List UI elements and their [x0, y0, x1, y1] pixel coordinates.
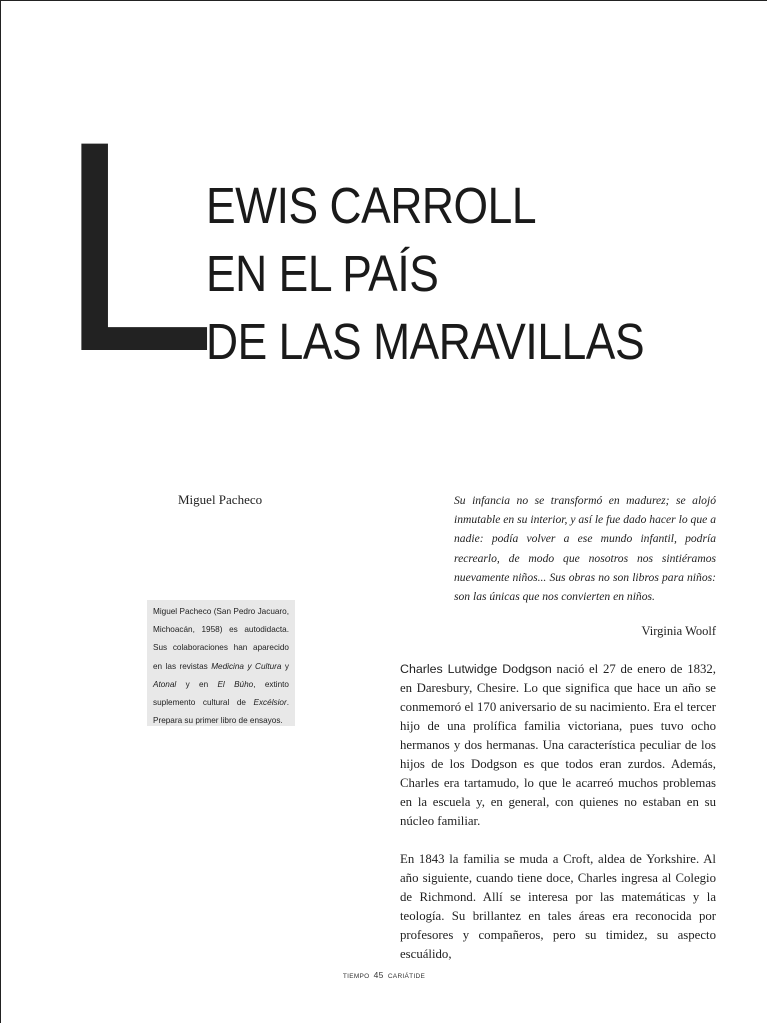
title-line: EWIS CARROLL — [206, 177, 537, 234]
page-number: 45 — [373, 970, 384, 980]
paragraph-text: nació el 27 de enero de 1832, en Daresbury, Chesire. Lo que significa que hace un año se conmemoró el 170 aniversario de su nacimiento. Era el tercer hijo de una prolífica familia victoriana, pues tuvo ocho hermanos y dos hermanas. Una característica peculiar de los hijos de los Dodgson es que todos eran zurdos. Además, Charles era tartamudo, lo que le acarreó muchos problemas en la escuela y, en general, con quienes no estaban en su núcleo familiar. — [400, 662, 716, 828]
article-title — [206, 172, 644, 376]
author-bio-box — [147, 600, 295, 726]
bio-text: . Prepara su primer libro de ensayos. — [153, 698, 289, 726]
bio-magazine: Excélsior — [253, 698, 287, 708]
title-line: EN EL PAÍS — [206, 245, 439, 302]
bio-magazine: El Búho — [217, 679, 254, 689]
article-body — [400, 660, 716, 983]
footer-magazine-section: TIEMPO — [342, 973, 370, 980]
body-paragraph — [400, 660, 716, 831]
author-name: Miguel Pacheco — [178, 492, 263, 507]
epigraph-author: Virginia Woolf — [641, 624, 716, 638]
page-footer — [0, 970, 768, 980]
bio-text: y en — [176, 679, 218, 689]
bio-magazine: Medicina y Cultura — [211, 661, 282, 671]
bio-magazine: Atonal — [153, 679, 177, 689]
lead-name: Charles Lutwidge Dodgson — [400, 662, 552, 676]
body-paragraph: En 1843 la familia se muda a Croft, aldea de Yorkshire. Al año siguiente, cuando tiene doce, Charles ingresa al Colegio de Richmond. Allí se interesa por las matemáticas y la teología. Su brillantez en tales áreas era reconocida por profesores y compañeros, pero su timidez, su aspecto escuálido, — [400, 852, 716, 961]
footer-magazine-name: CARIÁTIDE — [387, 973, 426, 980]
bio-text: Miguel Pacheco (San Pedro Jacuaro, Michoacán, 1958) es autodidacta. Sus colaboraciones han aparecido en las revistas — [153, 607, 289, 671]
bio-text: y — [281, 661, 290, 671]
title-line: DE LAS MARAVILLAS — [206, 313, 645, 370]
epigraph-quote: Su infancia no se transformó en madurez; se alojó inmutable en su interior, y así le fue dado hacer lo que a nadie: podía volver a ese mundo infantil, podría recrearlo, de modo que nosotros nos sintiéramos nuevamente niños... Sus obras no son libros para niños: son las únicas que nos convierten en niños. — [454, 494, 716, 604]
bio-text: , extinto suplemento cultural de — [153, 679, 289, 708]
drop-cap: L — [58, 78, 217, 414]
